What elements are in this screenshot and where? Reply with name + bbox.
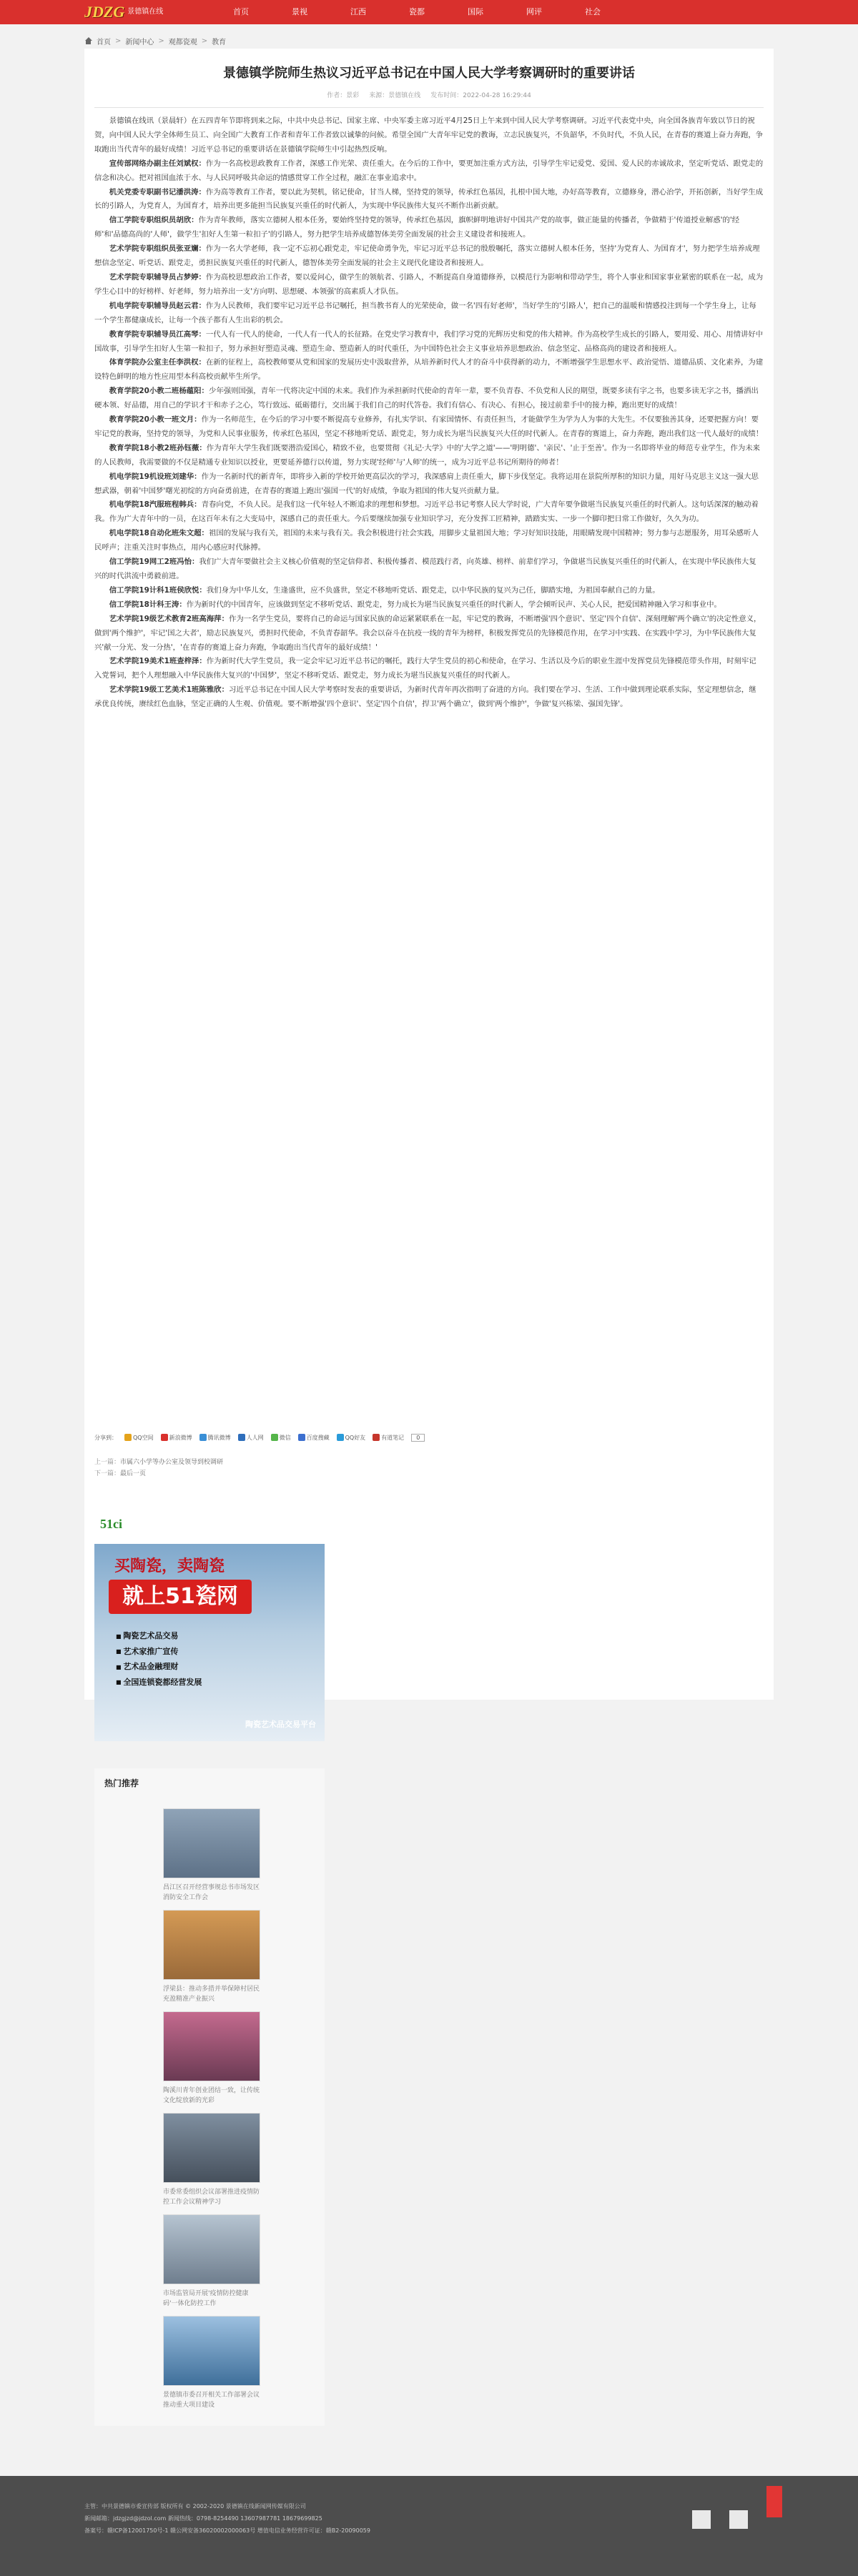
share-icon — [298, 1434, 305, 1441]
share-button[interactable] — [298, 1434, 330, 1442]
article-paragraph — [94, 271, 764, 299]
share-button[interactable] — [124, 1434, 154, 1442]
breadcrumb — [84, 34, 774, 47]
share-text: 百度搜藏 — [306, 1434, 330, 1441]
hot-item-thumbnail[interactable] — [163, 1808, 260, 1878]
hot-item[interactable] — [163, 2214, 260, 2309]
hot-item-caption[interactable]: 昌江区召开经营事规总书市场发区消防安全工作会 — [163, 1884, 260, 1901]
paragraph-speaker: 机电学院专职辅导员赵云君： — [109, 301, 206, 310]
share-icon — [373, 1434, 380, 1441]
share-text: 有道笔记 — [381, 1434, 405, 1441]
nav-item[interactable]: 社会 — [585, 7, 601, 16]
article-paragraph — [94, 299, 764, 328]
share-icon — [337, 1434, 344, 1441]
footer-qrcode — [692, 2510, 711, 2529]
article-paragraph — [94, 584, 764, 598]
paragraph-text: 一代人有一代人的使命，一代人有一代人的长征路。在党史学习教育中，我们学习党的光辉历史和党的伟大精神。作为高校学生成长的引路人，要用爱、用心、用情讲好中国故事，引导学生扣好人生第一粒扣子，努力承担好塑造灵魂、塑造生命、塑造新人的时代重任，为中国特色社会主义事业培养思想政治、信念坚定、品格高尚的建设者和接班人。 — [94, 330, 764, 353]
paragraph-text: 作为青年大学生我们既要潜浩爱国心，精致不业，也要贯彻《礼记·大学》中的'大学之道'——'明明德'、'亲民'、'止于至善'。作为一名即将毕业的师范专业学生，作为未来的人民教师，我需要做的不仅是精通专业知识以授业，更要延养德行以传道，努力实现'经师'与'人师'的统一，成为习近平总书记所期待的师者！ — [94, 443, 761, 467]
paragraph-speaker: 信工学院18计科王涛： — [109, 600, 187, 609]
paragraph-text: 青春向党，不负人民。是我们这一代年轻人不断追求的理想和梦想。习近平总书记考察人民大学时说，广大青年要争做堪当民族复兴重任的时代新人。这句话深深的触动着我。作为广大青年中的一员，在这百年未有之大变局中，深感自己的责任重大。今后要继续加强专业知识学习，充分发挥工匠精神，踏踏实实、一步一个脚印把日常工作做好，久久为功。 — [94, 500, 759, 524]
paragraph-speaker: 教育学院专职辅导员江高琴： — [109, 330, 206, 339]
article-paragraph — [94, 555, 764, 584]
meta-source: 来源：景德镇在线 — [369, 92, 421, 99]
article-paragraph — [94, 470, 764, 499]
share-button[interactable] — [271, 1434, 291, 1442]
article-meta — [84, 90, 774, 99]
share-icon — [271, 1434, 278, 1441]
paragraph-speaker: 机电学院18自动化班朱文超： — [109, 529, 209, 538]
next-article-link[interactable]: 最后一页 — [120, 1470, 147, 1477]
logo-subtitle: 景德镇在线 — [127, 8, 164, 16]
article-paragraph — [94, 186, 764, 214]
nav-item[interactable]: 国际 — [468, 7, 483, 16]
breadcrumb-item[interactable]: 新闻中心 — [125, 38, 154, 46]
ad-banner-51ci[interactable] — [94, 1511, 325, 1741]
paragraph-speaker: 机电学院19机设班刘建华： — [109, 472, 202, 481]
footer-line: 备案号：赣ICP备12001750号-1 赣公网安备36020002000063号 增值电信业务经营许可证：赣B2-20090059 — [84, 2527, 370, 2534]
article-paragraph — [94, 114, 764, 157]
ad-footer: 陶瓷艺术品交易平台 — [245, 1720, 316, 1729]
share-text: 腾讯微博 — [207, 1434, 231, 1441]
hot-item[interactable] — [163, 1808, 260, 1903]
hot-item-thumbnail[interactable] — [163, 1910, 260, 1980]
article-paragraph — [94, 413, 764, 442]
footer-line: 新闻邮箱：jdzgjzd@jdzol.com 新闻热线：0798-8254490 13607987781 18679699825 — [84, 2515, 322, 2522]
prev-article-link[interactable]: 市属六小学等办公室及领导到校调研 — [120, 1459, 224, 1466]
paragraph-text: 祖国的发展与我有关，祖国的未来与我有关。我会积极进行社会实践，用脚步丈量祖国大地；学习好知识技能，用眼睛发现中国精神；努力参与志愿服务，用耳朵感听人民呼声；注重关注时事热点，用内心感应时代脉搏。 — [94, 529, 759, 553]
paragraph-speaker: 信工学院19计科1班侯欣悦： — [109, 585, 207, 595]
paragraph-text: 景德镇在线讯（景晨轩）在五四青年节即将到来之际，中共中央总书记、国家主席、中央军委主席习近平4月25日上午来到中国人民大学考察调研。习近平代表党中央，向全国各族青年致以节日的祝贺，向中国人民大学全体师生员工、向全国广大教育工作者和青年工作者致以诚挚的问候。希望全国广大青年牢记党的教诲，立志民族复兴，不负韶华，不负时代，不负人民，在青春的赛道上奋力奔跑，争取跑出当代青年的最好成绩！习近平总书记的重要讲话在景德镇学院师生中引起热烈反响。 — [94, 117, 764, 154]
paragraph-speaker: 艺术学院专职辅导员占梦婷： — [109, 272, 206, 282]
paragraph-speaker: 信工学院专职组织员胡欣： — [109, 216, 199, 225]
ad-headline-main: 就上51瓷网 — [109, 1580, 252, 1614]
hot-item[interactable] — [163, 2011, 260, 2106]
share-text: 微信 — [279, 1434, 291, 1441]
article-paragraph — [94, 683, 764, 712]
meta-author: 作者：景彩 — [327, 92, 360, 99]
ad-feature-list — [116, 1628, 202, 1690]
paragraph-text: 我们广大青年要做社会主义核心价值观的坚定信仰者、积极传播者、模范践行者，向英雄、榜样、前辈们学习，争做堪当民族复兴重任的时代新人，在实现中华民族伟大复兴的时代洪流中勇毅前进。 — [94, 558, 756, 580]
share-bar — [94, 1432, 425, 1442]
prev-label: 上一篇： — [94, 1459, 121, 1466]
paragraph-text: 习近平总书记在中国人民大学考察时发表的重要讲话，为新时代青年再次指明了奋进的方向。我们要在学习、生活、工作中做到理论联系实际，坚定理想信念，继承优良传统，赓续红色血脉，坚定正确的人生观、价值观。要不断增强'四个意识'、坚定'四个自信'，捍卫'两个确立'，做到'两个维护'，争做'复兴栋梁、强国先锋'。 — [94, 685, 756, 709]
breadcrumb-separator: > — [158, 36, 164, 45]
article-paragraph — [94, 214, 764, 242]
article-body — [94, 114, 764, 712]
paragraph-text: 我们身为中华儿女，生逢盛世，应不负盛世，坚定不移地听党话、跟党走，以中华民族的复兴为己任，脚踏实地，为祖国奉献自己的力量。 — [206, 585, 660, 595]
breadcrumb-item[interactable]: 观都瓷观 — [168, 38, 197, 46]
share-button[interactable] — [238, 1434, 264, 1442]
article-paragraph — [94, 157, 764, 186]
paragraph-text: 作为高等教育工作者，要以此为契机，铭记使命，甘当人梯，坚持党的领导，传承红色基因，扎根中国大地，办好高等教育，立德修身，潜心治学，开拓创新，当好学生成长的引路人，为党育人，为国育才，培养出更多能担当民族复兴重任的时代新人，为实现中华民族伟大复兴不断作出新贡献。 — [94, 187, 764, 211]
ad-feature: ■ 全国连锁瓷都经营发展 — [116, 1675, 202, 1690]
ad-header — [94, 1511, 325, 1544]
paragraph-speaker: 教育学院20小教二班杨蕴阳： — [109, 387, 209, 396]
share-icon — [199, 1434, 207, 1441]
article-paragraph — [94, 613, 764, 655]
hot-title: 热门推荐 — [104, 1778, 139, 1788]
next-label: 下一篇： — [94, 1470, 121, 1477]
nav-item[interactable]: 网评 — [526, 7, 542, 16]
prev-next-links — [94, 1457, 223, 1480]
ad-feature: ■ 艺术家推广宣传 — [116, 1644, 202, 1660]
article-paragraph — [94, 498, 764, 527]
article-paragraph — [94, 655, 764, 683]
paragraph-speaker: 教育学院18小教2班孙钰薇： — [109, 443, 207, 452]
top-navbar — [0, 0, 858, 24]
article-paragraph — [94, 328, 764, 357]
paragraph-text: 在新的征程上，高校教师要从党和国家的发展历史中汲取营养，从培养新时代人才的奋斗中获得新的动力，不断增强学生思想水平、政治觉悟、道德品质、文化素养，为建设特色鲜明的地方性应用型本科高校贡献毕生所学。 — [94, 358, 764, 382]
paragraph-speaker: 教育学院20小教一班文月： — [109, 415, 202, 425]
article-paragraph — [94, 242, 764, 271]
paragraph-text: 作为一名高校思政教育工作者，深感工作光荣、责任重大。在今后的工作中，要更加注重方式方法，引导学生牢记爱党、爱国、爱人民的赤诚故求，坚定听党话、跟党走的信念和决心。把对祖国血浓于水、与人民同呼吸共命运的情感贯穿工作全过程，融汇在事业追求中。 — [94, 159, 764, 182]
ad-feature: ■ 艺术品金融理财 — [116, 1659, 202, 1675]
site-logo[interactable] — [84, 0, 220, 24]
footer-qrcode — [729, 2510, 748, 2529]
hot-item-thumbnail[interactable] — [163, 2011, 260, 2081]
hot-item[interactable] — [163, 2316, 260, 2410]
breadcrumb-separator: > — [115, 36, 122, 45]
paragraph-speaker: 信工学院19网工2班冯怡： — [109, 558, 199, 567]
nav-item[interactable]: 江西 — [350, 7, 366, 16]
paragraph-text: 作为人民教师，我们要牢记习近平总书记嘱托，担当教书育人的光荣使命，做一名'四有好老师'，当好学生的'引路人'，把自己的温暖和情感投注到每一个学生身上，让每一个学生都健康成长，让每一个孩子都有人生出彩的机会。 — [94, 301, 756, 325]
paragraph-text: 作为高校思想政治工作者，要以爱问心，做学生的领航者、引路人，不断提高自身道德修养，以模范行为影响和带动学生，将个人事业和国家事业紧密的联系在一起，成为学生心目中的好榜样、好老师，努力培养出一支'方向明、思想硬、本领强'的高素质人才队伍。 — [94, 272, 764, 296]
hot-item[interactable] — [163, 2113, 260, 2207]
article-paragraph — [94, 598, 764, 613]
hot-item-caption[interactable]: 景德镇市委召开相关工作部署会议推动重大项目建设 — [163, 2392, 260, 2409]
logo-mark: JDZG — [84, 3, 125, 21]
share-text: QQ好友 — [345, 1434, 366, 1441]
ad-logo: 51ci — [100, 1517, 122, 1531]
nav-item[interactable]: 景视 — [292, 7, 307, 16]
paragraph-speaker: 体育学院办公室主任李洪权： — [109, 358, 206, 367]
hot-item-thumbnail[interactable] — [163, 2113, 260, 2183]
paragraph-text: 作为青年教师，落实立德树人根本任务，要始终坚持党的领导，传承红色基因，旗帜鲜明地讲好中国共产党的故事，做正能量的传播者，争做精于'传道授业解惑'的'经师'和'品德高尚的'人师'，做学生'扣好人生第一粒扣子'的引路人，努力把学生培养成德智体美劳全面发展的社会主义建设者和接班人。 — [94, 216, 740, 239]
hot-item[interactable] — [163, 1910, 260, 2004]
ad-feature: ■ 陶瓷艺术品交易 — [116, 1628, 202, 1644]
share-button[interactable] — [161, 1434, 192, 1442]
article-paragraph — [94, 527, 764, 555]
share-label — [94, 1434, 117, 1442]
paragraph-speaker: 艺术学院19级工艺美术1班陈雅欣： — [109, 685, 229, 695]
back-to-top-button[interactable] — [766, 2486, 782, 2517]
share-text: 分享到： — [94, 1434, 117, 1441]
paragraph-speaker: 机电学院18汽服班程韩兵： — [109, 500, 202, 510]
paragraph-text: 作为一名大学老师，我一定不忘初心跟党走，牢记使命勇争先，牢记习近平总书记的殷殷嘱托，落实立德树人根本任务，坚持'为党育人、为国育才'，努力把学生培养成理想信念坚定、听党话、跟党走，勇担民族复兴重任的时代新人，德智体美劳全面发展的社会主义现代化建设者和接班人。 — [94, 244, 760, 268]
share-text: 人人网 — [246, 1434, 264, 1441]
footer-text — [84, 2500, 370, 2537]
paragraph-text: 少年强则国强，青年一代将决定中国的未来。我们作为承担新时代使命的青年一辈，要不负青春、不负党和人民的期望，既要多读有字之书，也要多读无字之书，播洒出硬本领、好品德，用自己的学识才干和赤子之心，笃行致远、砥砺德行，交出属于我们自己的时代答卷。我们有信心、有决心、有担心，接过前辈手中的接力棒，跑出更好的成绩！ — [94, 387, 759, 410]
meta-time: 发布时间：2022-04-28 16:29:44 — [430, 92, 531, 99]
nav-item[interactable]: 瓷都 — [409, 7, 425, 16]
hot-recommend — [94, 1768, 325, 2426]
breadcrumb-item[interactable]: 教育 — [212, 38, 227, 46]
nav-item[interactable]: 首页 — [233, 7, 249, 16]
paragraph-text: 作为新时代大学生党员，我一定会牢记习近平总书记的嘱托，践行大学生党员的初心和使命，在学习、生活以及今后的职业生涯中发挥党员先锋模范带头作用，时刻牢记入党誓词，把个人理想融入中华民族伟大复兴的'中国梦'，坚定不移听党话、跟党走，努力成长为堪当民族复兴重任的时代新人。 — [94, 657, 756, 680]
breadcrumb-home[interactable]: 首页 — [97, 38, 111, 46]
home-icon — [84, 37, 92, 44]
share-text: 新浪微博 — [169, 1434, 192, 1441]
share-button[interactable] — [337, 1434, 366, 1442]
title-divider — [94, 107, 764, 108]
paragraph-text: 作为新时代的中国青年，应该做到坚定不移听党话、跟党走，努力成长为堪当民族复兴重任的时代新人，学会倾听民声、关心人民，把爱国精神融入学习和事业中。 — [186, 600, 721, 609]
paragraph-text: 作为一名学生党员，要将自己的命运与国家民族的命运紧紧联系在一起，牢记党的教诲，不断增强'四个意识'、坚定'四个自信'、深刻理解'两个确立'的决定性意义，做到'两个维护'，牢记'国之大者'，励志民族复兴，勇担时代使命，不负青春韶华。我会以奋斗在抗疫一线的青年为榜样，积极发挥党员的先锋模范作用，在学习中实践、在实践中学习，为中华民族伟大复兴'献一分光、发一分热'，'在青春的赛道上奋力奔跑，争取跑出当代青年的最好成绩！' — [94, 614, 761, 652]
hot-item-caption[interactable]: 市场监管局开展'疫情防控健康码'一体化防控工作 — [163, 2290, 249, 2307]
paragraph-text: 作为一名师范生，在今后的学习中要不断提高专业修养，有扎实学识、有家国情怀、有责任担当，才能做学生为学为人为事的大先生。不仅要独善其身，还要把握方向！要牢记党的教诲，坚持党的领导，为党和人民事业服务，传承红色基因，坚定不移地听党话、跟党走，努力成长为堪当民族复兴大任的时代新人。在青春的赛道上，奋力奔跑，跑出我们这一代人最好的成绩！ — [94, 415, 764, 438]
breadcrumb-separator: > — [201, 36, 208, 45]
share-button[interactable] — [373, 1434, 404, 1442]
site-footer — [0, 2476, 858, 2576]
main-nav — [212, 0, 622, 24]
share-button[interactable] — [199, 1434, 231, 1442]
article-paragraph — [94, 385, 764, 413]
ad-headline: 买陶瓷，卖陶瓷 — [114, 1557, 225, 1575]
article-title: 景德镇学院师生热议习近平总书记在中国人民大学考察调研时的重要讲话 — [223, 66, 635, 81]
paragraph-speaker: 艺术学院19级艺术教育2班高海萍： — [109, 614, 229, 623]
share-icon — [238, 1434, 245, 1441]
share-count: 0 — [411, 1434, 425, 1442]
hot-item-caption[interactable]: 市委常委组织会议部署推进疫情防控工作会议精神学习 — [163, 2189, 260, 2206]
hot-item-thumbnail[interactable] — [163, 2214, 260, 2284]
hot-item-caption[interactable]: 浮梁县：推动多措并举保障村居民 充盈精准产业振兴 — [163, 1986, 260, 2003]
share-icon — [124, 1434, 132, 1441]
paragraph-speaker: 机关党委专职副书记潘洪涛： — [109, 187, 206, 197]
article-paragraph — [94, 356, 764, 385]
paragraph-speaker: 艺术学院专职组织员张亚斓： — [109, 244, 206, 254]
share-icon — [161, 1434, 168, 1441]
footer-line: 主管：中共景德镇市委宣传部 版权所有 © 2002-2020 景德镇在线新闻网传媒有限公司 — [84, 2503, 306, 2510]
paragraph-speaker: 宣传部网络办副主任刘斌权： — [109, 159, 206, 168]
share-text: QQ空间 — [133, 1434, 154, 1441]
article-paragraph — [94, 442, 764, 470]
hot-item-thumbnail[interactable] — [163, 2316, 260, 2386]
paragraph-speaker: 艺术学院19美术1班查梓泽： — [109, 657, 207, 666]
article-panel — [84, 49, 774, 1700]
paragraph-text: 作为一名新时代的新青年，即将步入新的学校开始更高层次的学习，我深感肩上责任重大，脚下步伐坚定。我将运用在景院所厚积的知识力量，用好马克思主义这一强大思想武器，朝着'中国梦'曙光初绽的方向奋勇前进，在青春的赛道上跑出'强国一代'的好成绩，争取为祖国的伟大复兴贡献力量。 — [94, 472, 759, 495]
hot-item-caption[interactable]: 陶溪川青年创业团结一致，让传统文化绽放新的光彩 — [163, 2087, 260, 2104]
